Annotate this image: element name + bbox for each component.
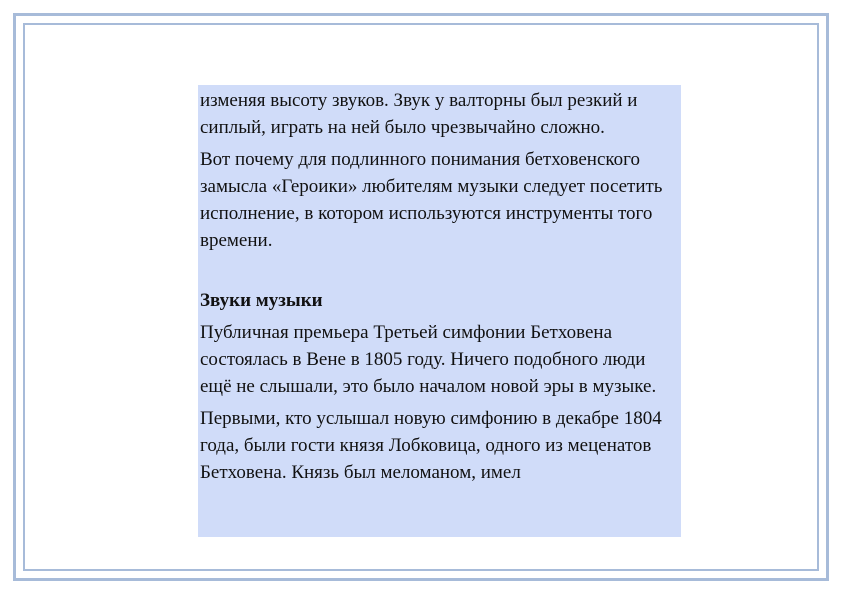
text-block xyxy=(198,85,681,537)
paragraph-3: Публичная премьера Третьей симфонии Бетховена состоялась в Вене в 1805 году. Ничего подобного люди ещё не слышали, это было началом новой эры в музыке. xyxy=(200,322,657,397)
paragraph-1: изменяя высоту звуков. Звук у валторны был резкий и сиплый, играть на ней было чрезвычайно сложно. xyxy=(200,90,638,138)
section-heading: Звуки музыки xyxy=(200,290,323,311)
paragraph-spacer xyxy=(200,259,681,287)
paragraph-4: Первыми, кто услышал новую симфонию в декабре 1804 года, были гости князя Лобковица, одного из меценатов Бетховена. Князь был меломаном, имел xyxy=(200,408,662,483)
paragraph-2: Вот почему для подлинного понимания бетховенского замысла «Героики» любителям музыки следует посетить исполнение, в котором используются инструменты того времени. xyxy=(200,149,663,251)
